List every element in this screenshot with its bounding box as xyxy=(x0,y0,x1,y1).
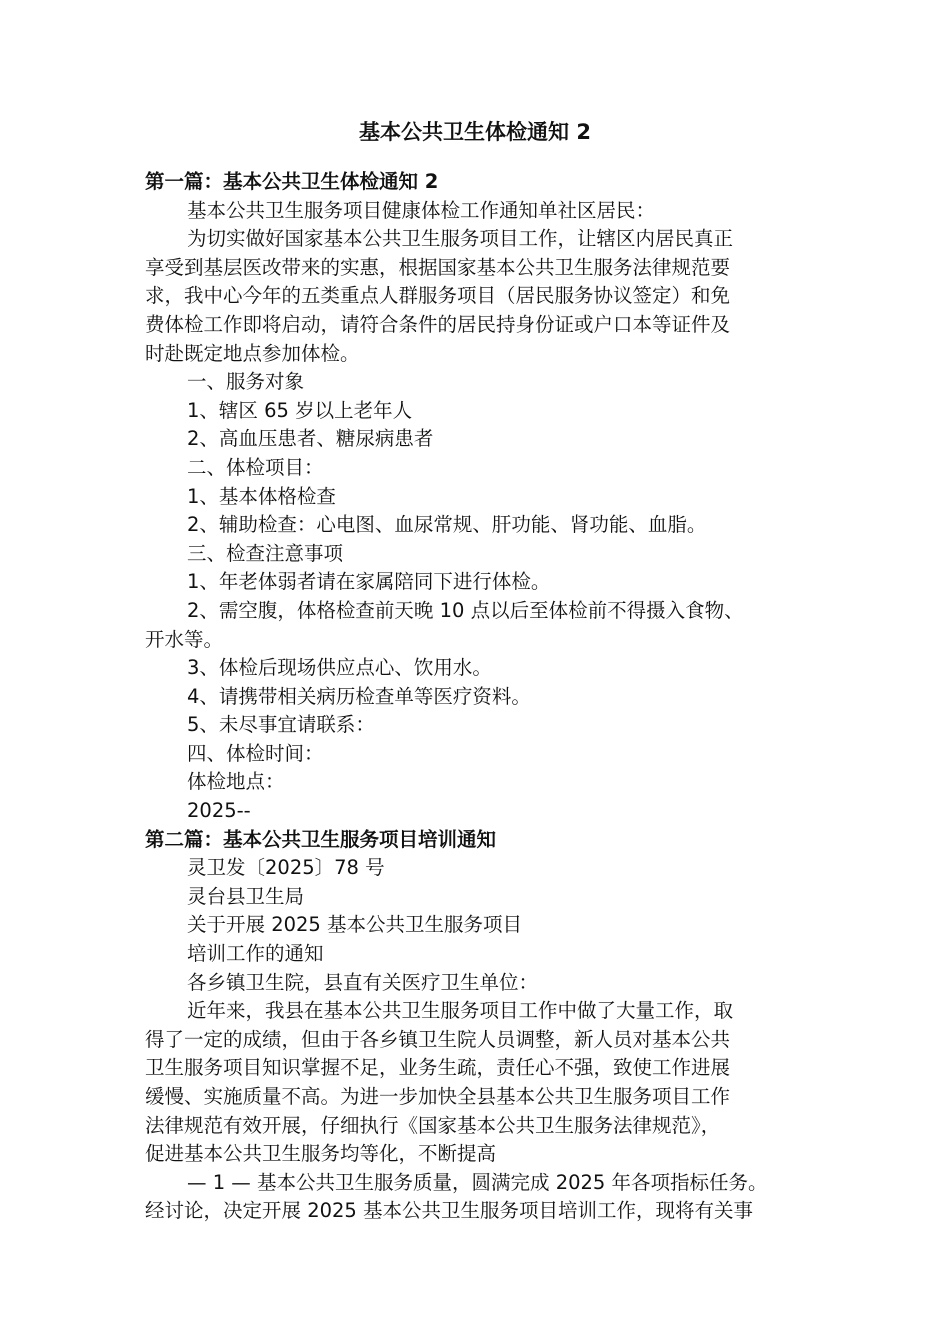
section-heading: 第二篇：基本公共卫生服务项目培训通知 xyxy=(145,827,497,851)
text-line: 缓慢、实施质量不高。为进一步加快全县基本公共卫生服务项目工作 xyxy=(145,1085,731,1108)
text-line: 2025-- xyxy=(187,799,251,823)
text-line: 2、辅助检查：心电图、血尿常规、肝功能、肾功能、血脂。 xyxy=(187,513,707,537)
text-line: — 1 — 基本公共卫生服务质量，圆满完成 2025 年各项指标任务。 xyxy=(187,1170,768,1194)
text-line: 1、年老体弱者请在家属陪同下进行体检。 xyxy=(187,570,551,594)
text-line: 四、体检时间： xyxy=(187,741,324,765)
text-line: 近年来，我县在基本公共卫生服务项目工作中做了大量工作，取 xyxy=(187,999,734,1023)
text-line: 2、需空腹，体格检查前天晚 10 点以后至体检前不得摄入食物、 xyxy=(187,598,744,622)
text-line: 享受到基层医改带来的实惠，根据国家基本公共卫生服务法律规范要 xyxy=(145,255,731,279)
text-line: 基本公共卫生服务项目健康体检工作通知单社区居民： xyxy=(187,198,656,222)
text-line: 灵卫发〔2025〕78 号 xyxy=(187,856,385,880)
text-line: 2、高血压患者、糖尿病患者 xyxy=(187,427,434,451)
document-body xyxy=(145,168,815,1226)
text-line: 关于开展 2025 基本公共卫生服务项目 xyxy=(187,913,523,937)
text-line: 3、体检后现场供应点心、饮用水。 xyxy=(187,656,492,680)
text-line: 促进基本公共卫生服务均等化，不断提高 xyxy=(145,1142,497,1166)
document-title: 基本公共卫生体检通知 2 xyxy=(359,120,591,144)
text-line: 1、辖区 65 岁以上老年人 xyxy=(187,398,413,422)
text-line: 经讨论，决定开展 2025 基本公共卫生服务项目培训工作，现将有关事 xyxy=(145,1199,754,1223)
text-line: 时赴既定地点参加体检。 xyxy=(145,341,360,365)
text-line: 求，我中心今年的五类重点人群服务项目（居民服务协议签定）和免 xyxy=(145,284,731,308)
text-line: 三、检查注意事项 xyxy=(187,541,344,565)
text-line: 一、服务对象 xyxy=(187,370,305,394)
text-line: 灵台县卫生局 xyxy=(187,884,305,908)
text-line: 为切实做好国家基本公共卫生服务项目工作，让辖区内居民真正 xyxy=(187,227,734,251)
text-line: 二、体检项目： xyxy=(187,455,324,479)
text-line: 各乡镇卫生院，县直有关医疗卫生单位： xyxy=(187,970,539,994)
text-line: 得了一定的成绩，但由于各乡镇卫生院人员调整，新人员对基本公共 xyxy=(145,1027,731,1051)
text-line: 5、未尽事宜请联系： xyxy=(187,713,375,737)
text-line: 培训工作的通知 xyxy=(187,942,324,966)
section-heading: 第一篇：基本公共卫生体检通知 2 xyxy=(145,170,439,193)
text-line: 费体检工作即将启动，请符合条件的居民持身份证或户口本等证件及 xyxy=(145,312,731,336)
text-line: 开水等。 xyxy=(145,627,224,651)
text-line: 法律规范有效开展，仔细执行《国家基本公共卫生服务法律规范》， xyxy=(145,1113,721,1137)
text-line: 4、请携带相关病历检查单等医疗资料。 xyxy=(187,684,531,708)
text-line: 卫生服务项目知识掌握不足，业务生疏，责任心不强，致使工作进展 xyxy=(145,1056,731,1080)
text-line: 1、基本体格检查 xyxy=(187,484,336,508)
text-line: 体检地点： xyxy=(187,770,285,794)
